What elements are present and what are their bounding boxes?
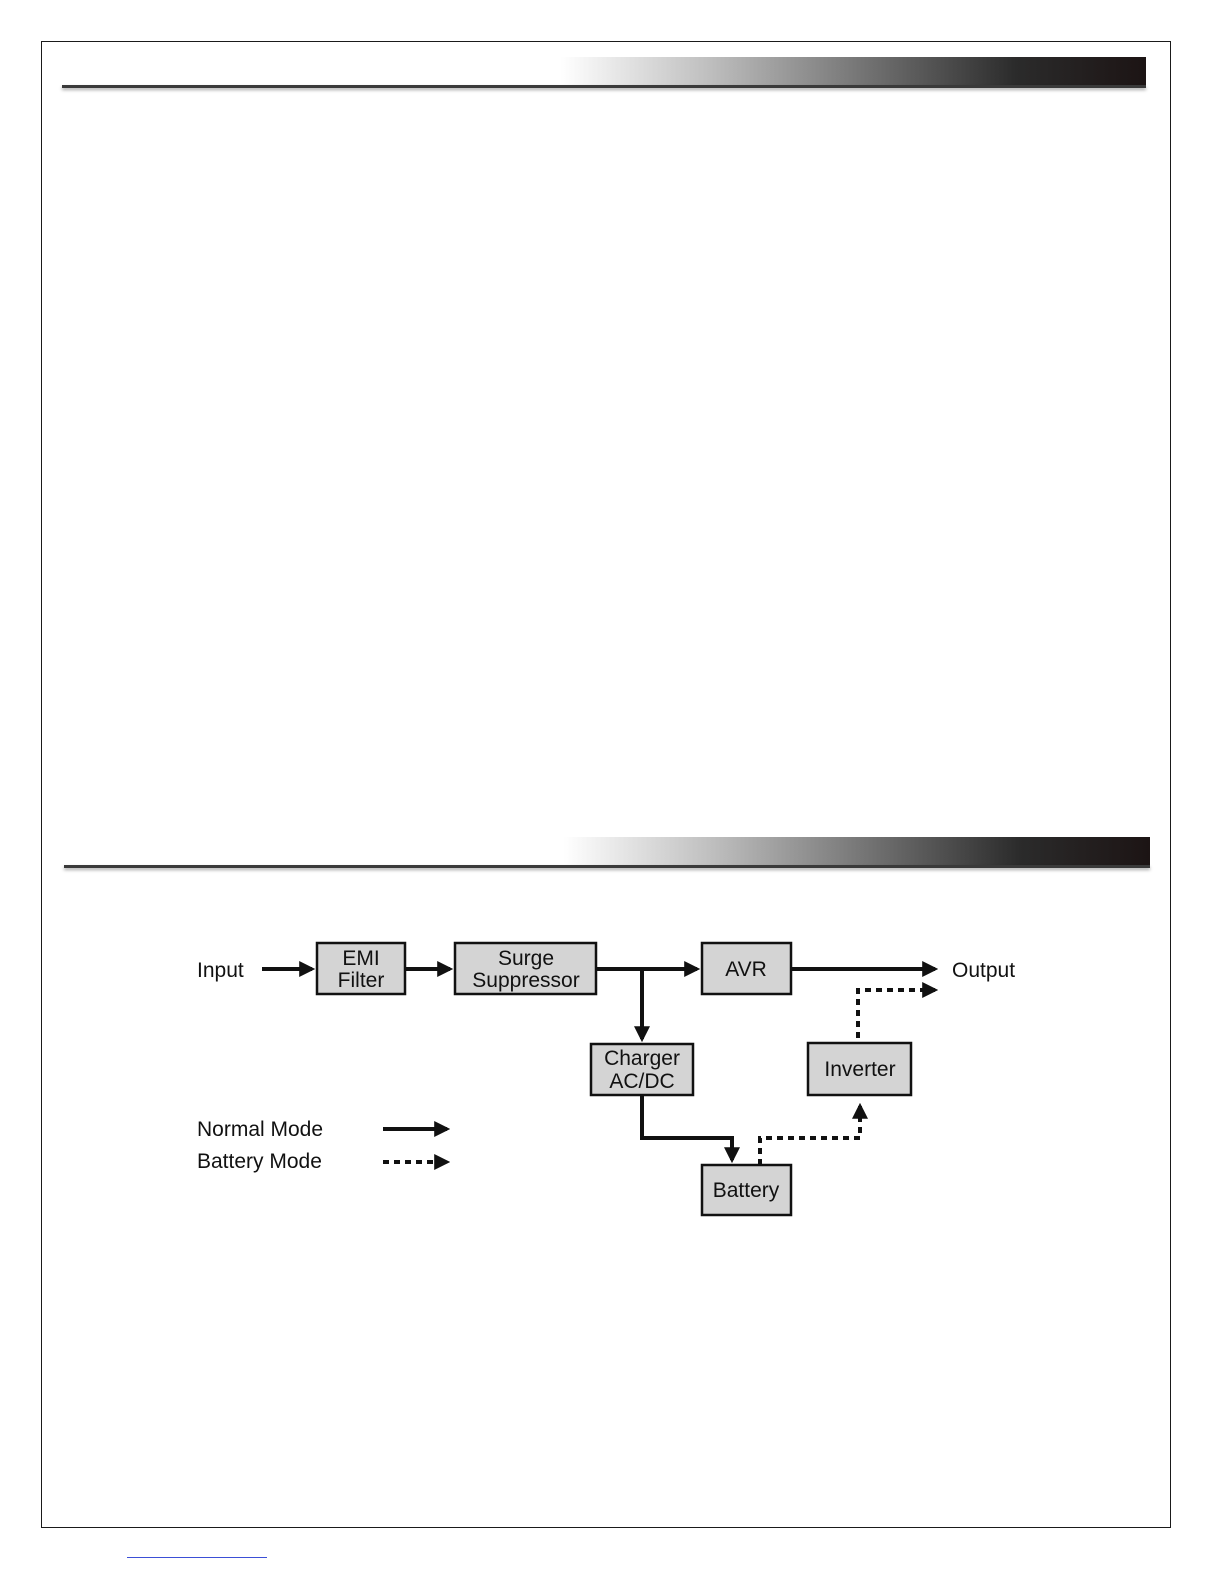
battery-block	[702, 1165, 791, 1215]
emi-filter-label-line1: EMI	[342, 947, 380, 970]
emi-filter-label-line2: Filter	[337, 969, 385, 992]
output-label: Output	[952, 959, 1016, 982]
inverter-to-output-arrow	[858, 990, 935, 1038]
charger-label-line2: AC/DC	[609, 1070, 675, 1093]
battery-label: Battery	[712, 1179, 780, 1202]
battery-to-inverter-arrow	[760, 1106, 860, 1165]
surge-suppressor-block	[455, 943, 596, 994]
legend	[197, 1118, 447, 1173]
bottom-link-underline[interactable]	[127, 1557, 267, 1558]
legend-normal-mode-label: Normal Mode	[197, 1118, 324, 1141]
charger-to-battery-arrow	[642, 1095, 732, 1160]
input-label: Input	[197, 959, 244, 982]
emi-filter-block	[317, 943, 405, 994]
legend-battery-mode-label: Battery Mode	[197, 1150, 322, 1173]
inverter-label: Inverter	[824, 1058, 896, 1081]
avr-label: AVR	[725, 958, 767, 981]
inverter-block	[808, 1043, 911, 1095]
surge-suppressor-label-line1: Surge	[497, 947, 555, 970]
charger-block	[591, 1044, 693, 1095]
surge-suppressor-label-line2: Suppressor	[472, 969, 580, 992]
avr-block	[702, 943, 791, 994]
charger-label-line1: Charger	[604, 1047, 680, 1070]
